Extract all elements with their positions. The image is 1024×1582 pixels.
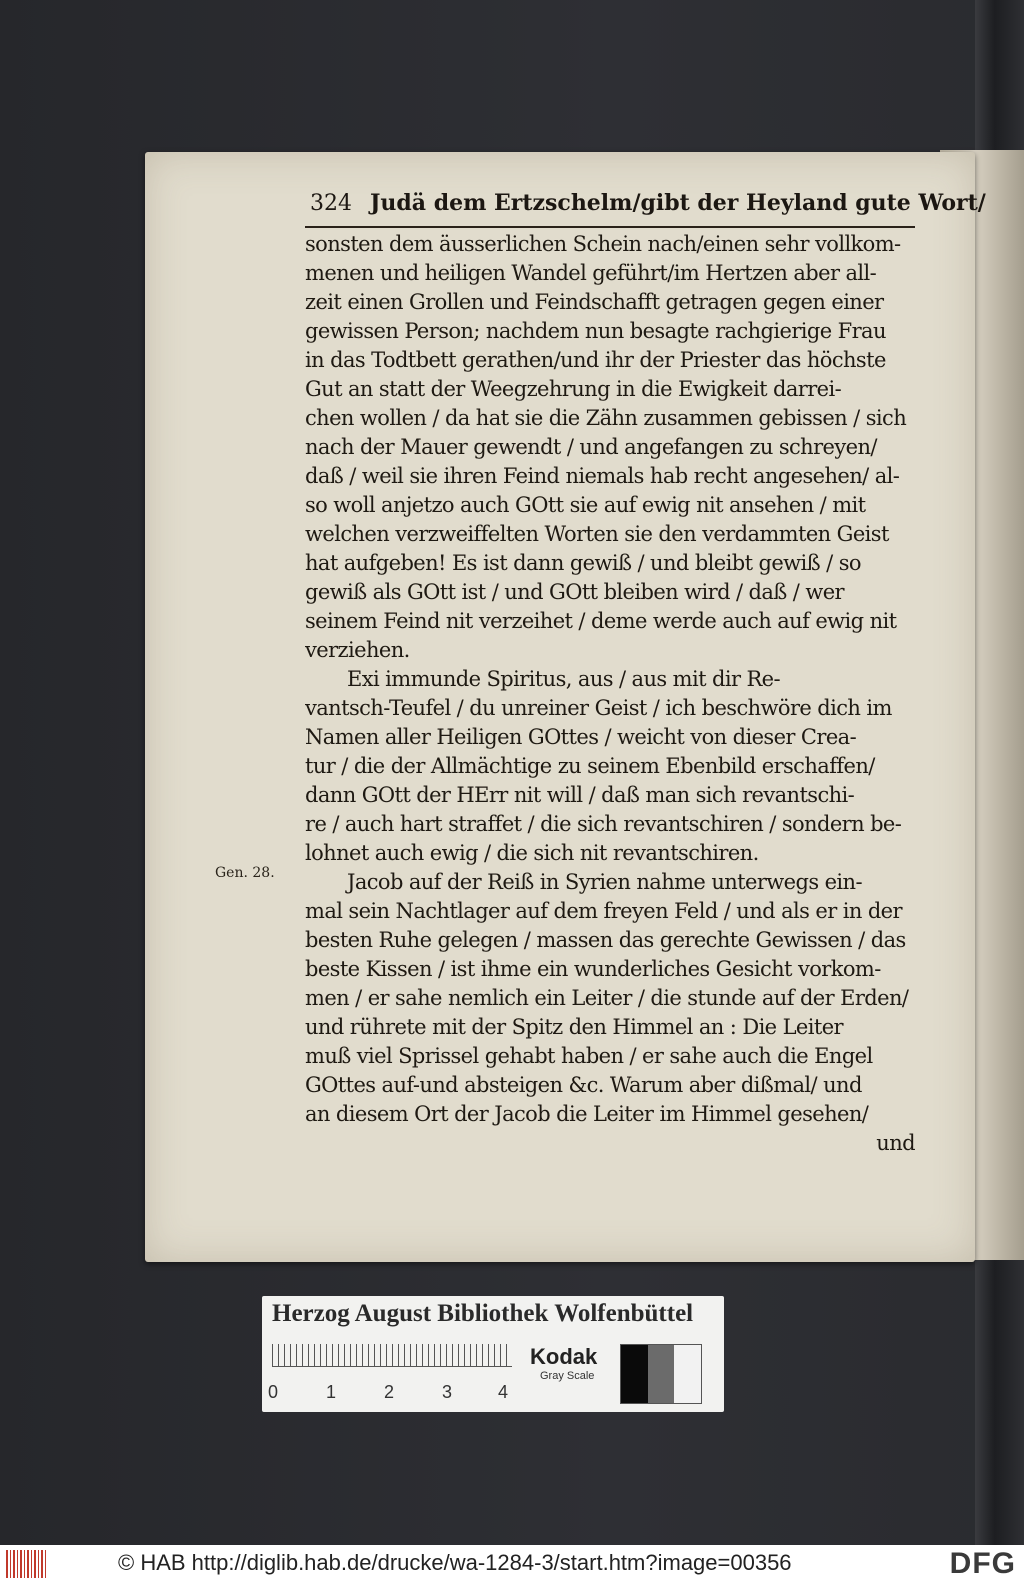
text-line: zeit einen Grollen und Feindschafft getragen gegen einer — [305, 290, 884, 314]
ruler-number: 0 — [268, 1382, 279, 1402]
page-number: 324 — [310, 191, 352, 216]
gray-swatches — [620, 1344, 702, 1404]
library-name: Herzog August Bibliothek Wolfenbüttel — [272, 1300, 694, 1327]
text-line: men / er sahe nemlich ein Leiter / die stunde auf der Erden/ — [305, 986, 909, 1010]
text-line: gewiß als GOtt ist / und GOtt bleiben wird / daß / wer — [305, 580, 844, 604]
text-line: sonsten dem äusserlichen Schein nach/einen sehr vollkom- — [305, 232, 901, 256]
text-line: muß viel Sprissel gehabt haben / er sahe auch die Engel — [305, 1044, 873, 1068]
gray-scale-label: Gray Scale — [540, 1370, 595, 1382]
dfg-logo: DFG — [949, 1547, 1016, 1580]
text-line: Jacob auf der Reiß in Syrien nahme unterwegs ein- — [347, 870, 862, 894]
text-line: chen wollen / da hat sie die Zähn zusammen gebissen / sich — [305, 406, 907, 430]
copyright-link[interactable]: © HAB http://diglib.hab.de/drucke/wa-1284-3/start.htm?image=00356 — [118, 1550, 792, 1575]
text-line: welchen verzweiffelten Worten sie den verdammten Geist — [305, 522, 889, 546]
text-line: seinem Feind nit verzeihet / deme werde auch auf ewig nit — [305, 609, 897, 633]
text-line: re / auch hart straffet / die sich revantschiren / sondern be- — [305, 812, 902, 836]
text-line: an diesem Ort der Jacob die Leiter im Himmel gesehen/ — [305, 1102, 869, 1126]
text-line: dann GOtt der HErr nit will / daß man sich revantschi- — [305, 783, 855, 807]
text-line: tur / die der Allmächtige zu seinem Ebenbild erschaffen/ — [305, 754, 875, 778]
text-line: beste Kissen / ist ihme ein wunderliches Gesicht vorkom- — [305, 957, 881, 981]
swatch-white — [674, 1345, 701, 1403]
ruler-ticks — [272, 1344, 512, 1374]
text-line: lohnet auch ewig / die sich nit revantschiren. — [305, 841, 759, 865]
hab-logo-icon — [6, 1550, 46, 1578]
text-line: nach der Mauer gewendt / und angefangen zu schreyen/ — [305, 435, 877, 459]
text-line: so woll anjetzo auch GOtt sie auf ewig nit ansehen / mit — [305, 493, 866, 517]
swatch-gray — [648, 1345, 675, 1403]
swatch-black — [621, 1345, 648, 1403]
body-text — [305, 230, 915, 1158]
catchword: und — [876, 1131, 915, 1155]
text-line: Gut an statt der Weegzehrung in die Ewigkeit darrei- — [305, 377, 842, 401]
text-line: menen und heiligen Wandel geführt/im Hertzen aber all- — [305, 261, 877, 285]
text-line: mal sein Nachtlager auf dem freyen Feld / und als er in der — [305, 899, 902, 923]
text-line: GOttes auf-und absteigen &c. Warum aber dißmal/ und — [305, 1073, 862, 1097]
color-scale-card — [262, 1296, 724, 1412]
book-page — [145, 152, 986, 1262]
ruler-number: 4 — [498, 1382, 509, 1402]
ruler-number: 1 — [326, 1382, 337, 1402]
text-line: gewissen Person; nachdem nun besagte rachgierige Frau — [305, 319, 886, 343]
header-rule — [305, 226, 915, 228]
running-header — [310, 190, 986, 216]
text-line: verziehen. — [305, 638, 410, 662]
ruler-number: 2 — [384, 1382, 395, 1402]
text-line: Namen aller Heiligen GOttes / weicht von dieser Crea- — [305, 725, 857, 749]
text-line: hat aufgeben! Es ist dann gewiß / und bleibt gewiß / so — [305, 551, 861, 575]
footer-bar — [0, 1545, 1024, 1582]
text-line: vantsch-Teufel / du unreiner Geist / ich beschwöre dich im — [305, 696, 892, 720]
text-line: in das Todtbett gerathen/und ihr der Priester das höchste — [305, 348, 886, 372]
kodak-logo: Kodak — [530, 1344, 598, 1369]
running-head-text: Judä dem Ertzschelm/gibt der Heyland gute Wort/ — [370, 190, 986, 216]
text-line: besten Ruhe gelegen / massen das gerechte Gewissen / das — [305, 928, 906, 952]
text-line: Exi immunde Spiritus, aus / aus mit dir Re- — [347, 667, 780, 691]
text-line: und rührete mit der Spitz den Himmel an : Die Leiter — [305, 1015, 843, 1039]
margin-note: Gen. 28. — [215, 865, 275, 881]
ruler-baseline — [272, 1366, 512, 1367]
text-line: daß / weil sie ihren Feind niemals hab recht angesehen/ al- — [305, 464, 900, 488]
ruler-number: 3 — [442, 1382, 453, 1402]
